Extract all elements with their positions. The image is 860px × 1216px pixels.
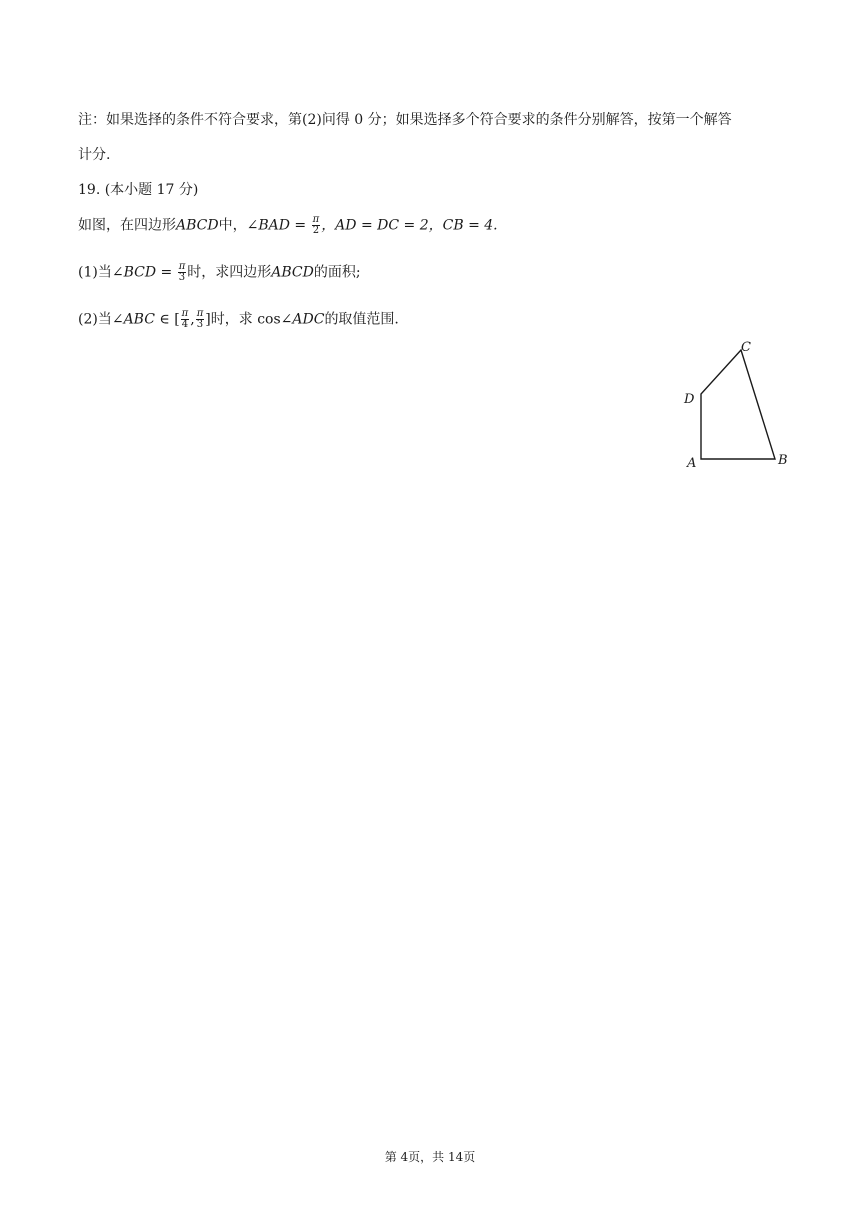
vertex-label-a: A <box>687 456 697 471</box>
quadrilateral-figure <box>680 335 800 475</box>
stem-frac-num: π <box>312 214 320 225</box>
stem-prefix: 如图，在四边形 <box>78 217 176 234</box>
part1-eq: = <box>156 264 177 281</box>
part1-angle: BCD <box>123 264 157 281</box>
part1-mid: 时，求四边形 <box>187 264 272 281</box>
problem-part-1 <box>78 262 361 283</box>
part2-mid: ]时，求 cos∠ <box>205 311 293 328</box>
note-line-2: 计分. <box>78 147 111 163</box>
stem-quad: ABCD <box>176 217 219 234</box>
stem-eq: = <box>289 217 311 234</box>
part2-angle: ABC <box>123 311 155 328</box>
note-line-1: 注：如果选择的条件不符合要求，第(2)问得 0 分；如果选择多个符合要求的条件分别解答，按第一个解答 <box>78 112 732 128</box>
part1-quad: ABCD <box>271 264 314 281</box>
quadrilateral-abcd <box>701 350 775 459</box>
vertex-label-b: B <box>778 453 788 468</box>
page-footer: 第 4页，共 14页 <box>384 1150 476 1164</box>
part2-frac1-den: 4 <box>181 319 189 330</box>
stem-mid: 中，∠ <box>218 217 259 234</box>
part1-prefix: (1)当∠ <box>78 264 124 281</box>
vertex-label-d: D <box>684 392 695 407</box>
problem-header: 19. (本小题 17 分) <box>78 182 199 198</box>
problem-part-2 <box>78 309 399 330</box>
part1-fraction <box>178 262 187 283</box>
stem-cond1: ，AD = DC = 2 <box>321 217 429 234</box>
part2-in: ∈ [ <box>154 311 180 328</box>
stem-cond2: ，CB = 4. <box>428 217 498 234</box>
part2-comma: , <box>190 311 195 328</box>
part1-frac-num: π <box>178 261 186 272</box>
part2-frac1-num: π <box>181 308 189 319</box>
part2-prefix: (2)当∠ <box>78 311 124 328</box>
part2-frac2-num: π <box>196 308 204 319</box>
part2-frac2-den: 3 <box>196 319 204 330</box>
part2-suffix: 的取值范围. <box>324 311 399 328</box>
stem-frac-den: 2 <box>312 225 320 236</box>
part1-suffix: 的面积; <box>313 264 361 281</box>
stem-angle: BAD <box>258 217 290 234</box>
part2-fraction-2 <box>196 309 205 330</box>
part1-frac-den: 3 <box>178 272 186 283</box>
part2-fraction-1 <box>181 309 190 330</box>
vertex-label-c: C <box>741 340 751 355</box>
part2-angle2: ADC <box>292 311 325 328</box>
problem-stem <box>78 215 498 236</box>
stem-fraction <box>312 215 321 236</box>
